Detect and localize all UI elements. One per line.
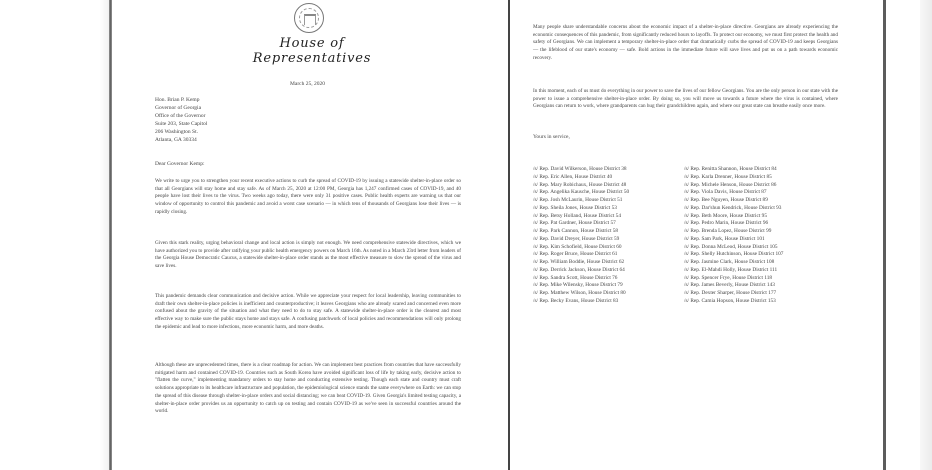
signature-line: /s/ Rep. William Boddie, House District 62 bbox=[533, 259, 625, 265]
body-paragraph: Although these are unprecedented times, there is a clear roadmap for action. We can implement best practices from countries that have successfully mitigated harm and contained COVID-19. Countries such as South Korea have avoided significant loss of life by taking early, decisive action to "flatten the curve," implementing mandatory orders to stay home and conducting extensive testing. Though each state and country must craft solutions appropriate to its healthcare infrastructure and population, the epidemiological science stands the same everywhere on Earth: we can stop the spread of this disease through shelter-in-place orders and social distancing; we can beat COVID-19. Given Georgia's limited testing capacity, a shelter-in-place order provides us an opportunity to catch up on testing and contain COVID-19 as we've seen in successful countries around the world. bbox=[155, 362, 461, 415]
page-edge-right bbox=[883, 0, 886, 470]
letterhead-title: House of Representatives bbox=[252, 36, 372, 66]
signature-line: /s/ Rep. Mary Robichaux, House District 48 bbox=[533, 181, 627, 188]
signature-line: /s/ Rep. Renitta Shannon, House District 84 bbox=[684, 166, 777, 172]
signature-line: /s/ Rep. Camia Hopson, House District 153 bbox=[684, 297, 776, 304]
signature-line: /s/ Rep. Sheila Jones, House District 53 bbox=[533, 204, 617, 211]
signature-line: /s/ Rep. Angelika Kausche, House District 50 bbox=[533, 189, 630, 196]
address-line: Governor of Georgia bbox=[155, 105, 202, 111]
signature-line: /s/ Rep. Pat Gardner, House District 57 bbox=[533, 220, 616, 227]
signature-line: /s/ Rep. David Wilkerson, House District 38 bbox=[533, 166, 627, 172]
letter-date: March 25, 2020 bbox=[290, 81, 325, 87]
closing: Yours in service, bbox=[533, 134, 570, 140]
address-line: Office of the Governor bbox=[155, 113, 206, 119]
address-line: Suite 203, State Capitol bbox=[155, 121, 208, 127]
signature-line: /s/ Rep. Spencer Frye, House District 118 bbox=[684, 274, 773, 281]
signature-line: /s/ Rep. Beth Moore, House District 95 bbox=[684, 212, 767, 219]
signature-line: /s/ Rep. Eric Allen, House District 40 bbox=[533, 173, 613, 180]
body-paragraph: This pandemic demands clear communication and decisive action. While we appreciate your respect for local leadership, leaving communities to draft their own shelter-in-place policies is inefficient and counterproductive; it leaves Georgians who are already scared and concerned even more confused about the gravity of the situation and what they need to do to stay safe. A statewide shelter-in-place order is the clearest and most effective way to make sure the public stays home and stays safe. A confusing patchwork of local policies and recommendations will only prolong the epidemic and lead to more infections, more economic harm, and more deaths. bbox=[155, 293, 461, 330]
signature-line: /s/ Rep. Donna McLeod, House District 105 bbox=[684, 243, 778, 250]
salutation: Dear Governor Kemp: bbox=[155, 161, 205, 167]
body-paragraph: We write to urge you to strengthen your recent executive actions to curb the spread of COVID-19 by issuing a statewide shelter-in-place order so that all Georgians will stay home and stay safe. As of March 25, 2020 at 12:00 PM, Georgia has 1,247 confirmed cases of COVID-19, and 40 people have lost their lives to the virus. Two weeks ago today, there were only 31 positive cases. Public health experts are warning us that our window of opportunity to control this pandemic and avoid a worst case scenario — in which tens of thousands of Georgians lose their lives — is rapidly closing. bbox=[155, 178, 461, 215]
address-line: Hon. Brian P. Kemp bbox=[155, 97, 200, 103]
address-line: 206 Washington St. bbox=[155, 129, 199, 135]
signature-column-left bbox=[533, 166, 629, 306]
signature-line: /s/ Rep. Betsy Holland, House District 54 bbox=[533, 212, 621, 219]
signature-line: /s/ Rep. Park Cannon, House District 58 bbox=[533, 228, 619, 234]
signature-line: /s/ Rep. Viola Davis, House District 87 bbox=[684, 189, 767, 196]
signature-line: /s/ Rep. Shelly Hutchinson, House District 107 bbox=[684, 251, 784, 258]
signature-line: /s/ Rep. Kim Schofield, House District 60 bbox=[533, 243, 622, 250]
signature-line: /s/ Rep. Brenda Lopez, House District 99 bbox=[684, 228, 772, 234]
signature-line: /s/ Rep. David Dreyer, House District 59 bbox=[533, 235, 620, 242]
body-paragraph: Given this stark reality, urging behavioral change and local action is simply not enough. We need comprehensive statewide directives, which we have authorized you to provide after ratifying your public health emergency powers on March 16th. As noted in a March 23rd letter from leaders of the Georgia House Democratic Caucus, a statewide shelter-in-place order stands as the most effective measure to slow the spread of the virus and save lives. bbox=[155, 240, 462, 270]
recipient-address bbox=[155, 96, 207, 144]
signature-line: /s/ Rep. James Beverly, House District 143 bbox=[684, 282, 775, 289]
page-shadow-right bbox=[920, 0, 932, 470]
signature-line: /s/ Rep. Josh McLaurin, House District 51 bbox=[533, 197, 623, 203]
signature-line: /s/ Rep. Bee Nguyen, House District 89 bbox=[684, 197, 768, 203]
signature-line: /s/ Rep. Roger Bruce, House District 61 bbox=[533, 251, 618, 258]
signature-line: /s/ Rep. Karla Drenner, House District 85 bbox=[684, 173, 772, 180]
signature-line: /s/ Rep. Michele Henson, House District 86 bbox=[684, 181, 777, 188]
signature-column-right bbox=[684, 166, 783, 306]
signature-line: /s/ Rep. Pedro Marin, House District 96 bbox=[684, 220, 769, 227]
state-seal-icon bbox=[294, 3, 324, 33]
signature-line: /s/ Rep. Derrick Jackson, House District 64 bbox=[533, 266, 625, 273]
signature-line: /s/ Rep. Mike Wilensky, House District 79 bbox=[533, 282, 623, 289]
signature-line: /s/ Rep. Sandra Scott, House District 76 bbox=[533, 274, 618, 281]
signature-line: /s/ Rep. Dexter Sharper, House District 177 bbox=[684, 290, 777, 296]
signature-line: /s/ Rep. Sam Park, House District 101 bbox=[684, 235, 765, 242]
signature-line: /s/ Rep. Matthew Wilson, House District 80 bbox=[533, 290, 626, 296]
signature-line: /s/ Rep. Becky Evans, House District 83 bbox=[533, 297, 619, 304]
signature-line: /s/ Rep. Dar'shun Kendrick, House District 93 bbox=[684, 204, 782, 211]
signature-line: /s/ Rep. Jasmine Clark, House District 108 bbox=[684, 259, 775, 265]
body-paragraph: In this moment, each of us must do everything in our power to save the lives of our fellow Georgians. You are the only person in our state with the power to issue a comprehensive shelter-in-place order. By doing so, you will move us towards a future where the virus is contained, where Georgians can return to work, where grandparents can hug their grandchildren again, and where our great state can breathe easily once more. bbox=[533, 88, 838, 110]
body-paragraph: Many people share understandable concerns about the economic impact of a shelter-in-place directive. Georgians are already experiencing the economic consequences of this pandemic, from significantly reduced hours to layoffs. To protect our economy, we must first protect the health and safety of Georgians. We can implement a temporary shelter-in-place order that dramatically curbs the spread of COVID-19 and keeps Georgians — the lifeblood of our state's economy — safe. Bold actions in the immediate future will save lives and put us on a path towards economic recovery. bbox=[533, 24, 838, 61]
signature-line: /s/ Rep. El-Mahdi Holly, House District 111 bbox=[684, 266, 778, 273]
address-line: Atlanta, GA 30334 bbox=[155, 137, 197, 143]
